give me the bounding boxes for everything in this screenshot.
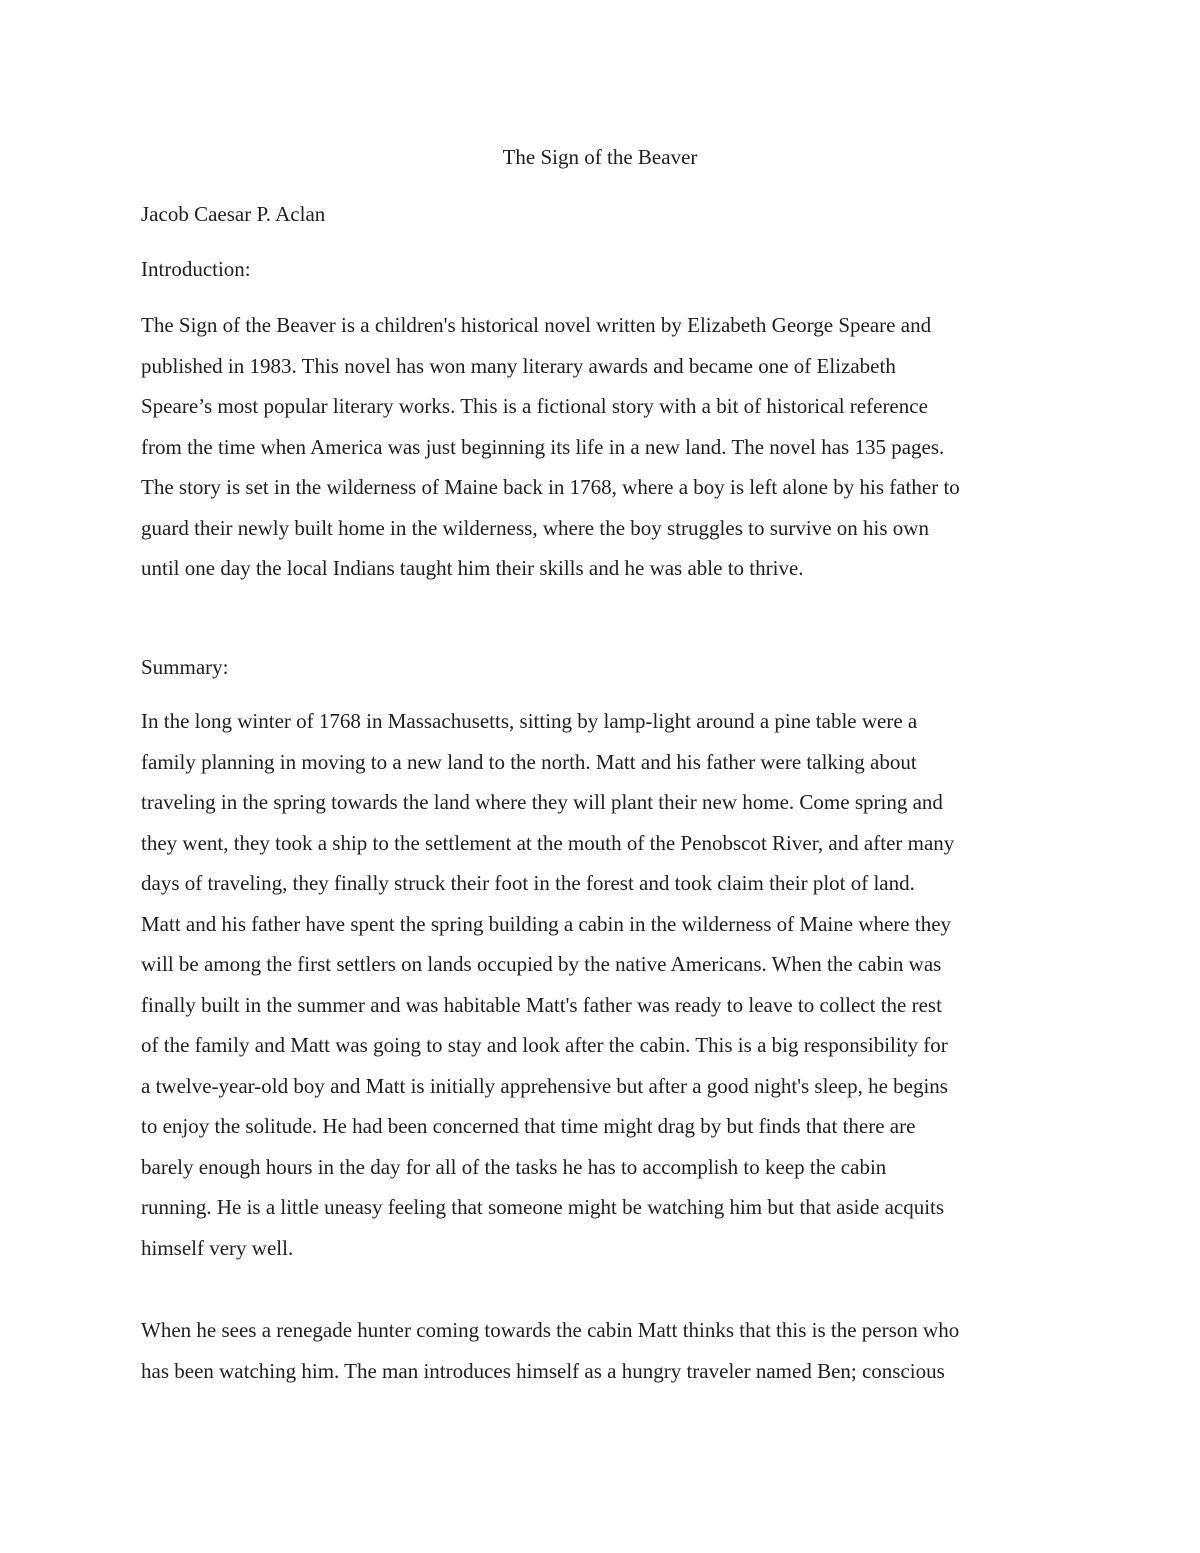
text-line: Speare’s most popular literary works. This is a fictional story with a bit of historical reference bbox=[141, 394, 928, 418]
text-line: of the family and Matt was going to stay and look after the cabin. This is a big responsibility for bbox=[141, 1033, 948, 1057]
text-line: guard their newly built home in the wilderness, where the boy struggles to survive on his own bbox=[141, 515, 929, 540]
text-line: The Sign of the Beaver is a children's historical novel written by Elizabeth George Speare and bbox=[141, 313, 932, 337]
text-line: In the long winter of 1768 in Massachusetts, sitting by lamp-light around a pine table were a bbox=[141, 709, 918, 733]
text-line: When he sees a renegade hunter coming towards the cabin Matt thinks that this is the person who bbox=[141, 1318, 960, 1342]
text-line: to enjoy the solitude. He had been concerned that time might drag by but finds that there are bbox=[141, 1114, 916, 1138]
text-line: The story is set in the wilderness of Maine back in 1768, where a boy is left alone by his father to bbox=[141, 475, 960, 499]
author-name: Jacob Caesar P. Aclan bbox=[141, 202, 326, 226]
text-line: days of traveling, they finally struck their foot in the forest and took claim their plot of land. bbox=[141, 871, 915, 895]
text-line: a twelve-year-old boy and Matt is initially apprehensive but after a good night's sleep, he begins bbox=[141, 1073, 948, 1098]
document-title: The Sign of the Beaver bbox=[502, 145, 698, 169]
summary-heading: Summary: bbox=[141, 655, 229, 679]
text-line: until one day the local Indians taught him their skills and he was able to thrive. bbox=[141, 556, 804, 580]
text-line: traveling in the spring towards the land where they will plant their new home. Come spring and bbox=[141, 790, 943, 814]
text-line: Matt and his father have spent the spring building a cabin in the wilderness of Maine where they bbox=[141, 911, 952, 936]
text-line: published in 1983. This novel has won many literary awards and became one of Elizabeth bbox=[141, 353, 896, 378]
text-line: running. He is a little uneasy feeling that someone might be watching him but that aside acquits bbox=[141, 1195, 945, 1219]
text-line: from the time when America was just beginning its life in a new land. The novel has 135 pages. bbox=[141, 434, 945, 459]
text-line: they went, they took a ship to the settlement at the mouth of the Penobscot River, and after many bbox=[141, 830, 955, 855]
summary-paragraph bbox=[141, 707, 1066, 1274]
continuation-paragraph bbox=[141, 1316, 1066, 1397]
introduction-heading: Introduction: bbox=[141, 257, 251, 281]
text-line: will be among the first settlers on lands occupied by the native Americans. When the cabin was bbox=[141, 952, 942, 976]
text-line: has been watching him. The man introduces himself as a hungry traveler named Ben; conscious bbox=[141, 1358, 945, 1383]
text-line: himself very well. bbox=[141, 1235, 294, 1260]
text-line: family planning in moving to a new land to the north. Matt and his father were talking about bbox=[141, 749, 917, 774]
text-line: barely enough hours in the day for all of the tasks he has to accomplish to keep the cabin bbox=[141, 1154, 887, 1179]
introduction-paragraph bbox=[141, 311, 1066, 595]
text-line: finally built in the summer and was habitable Matt's father was ready to leave to collect the rest bbox=[141, 992, 942, 1017]
